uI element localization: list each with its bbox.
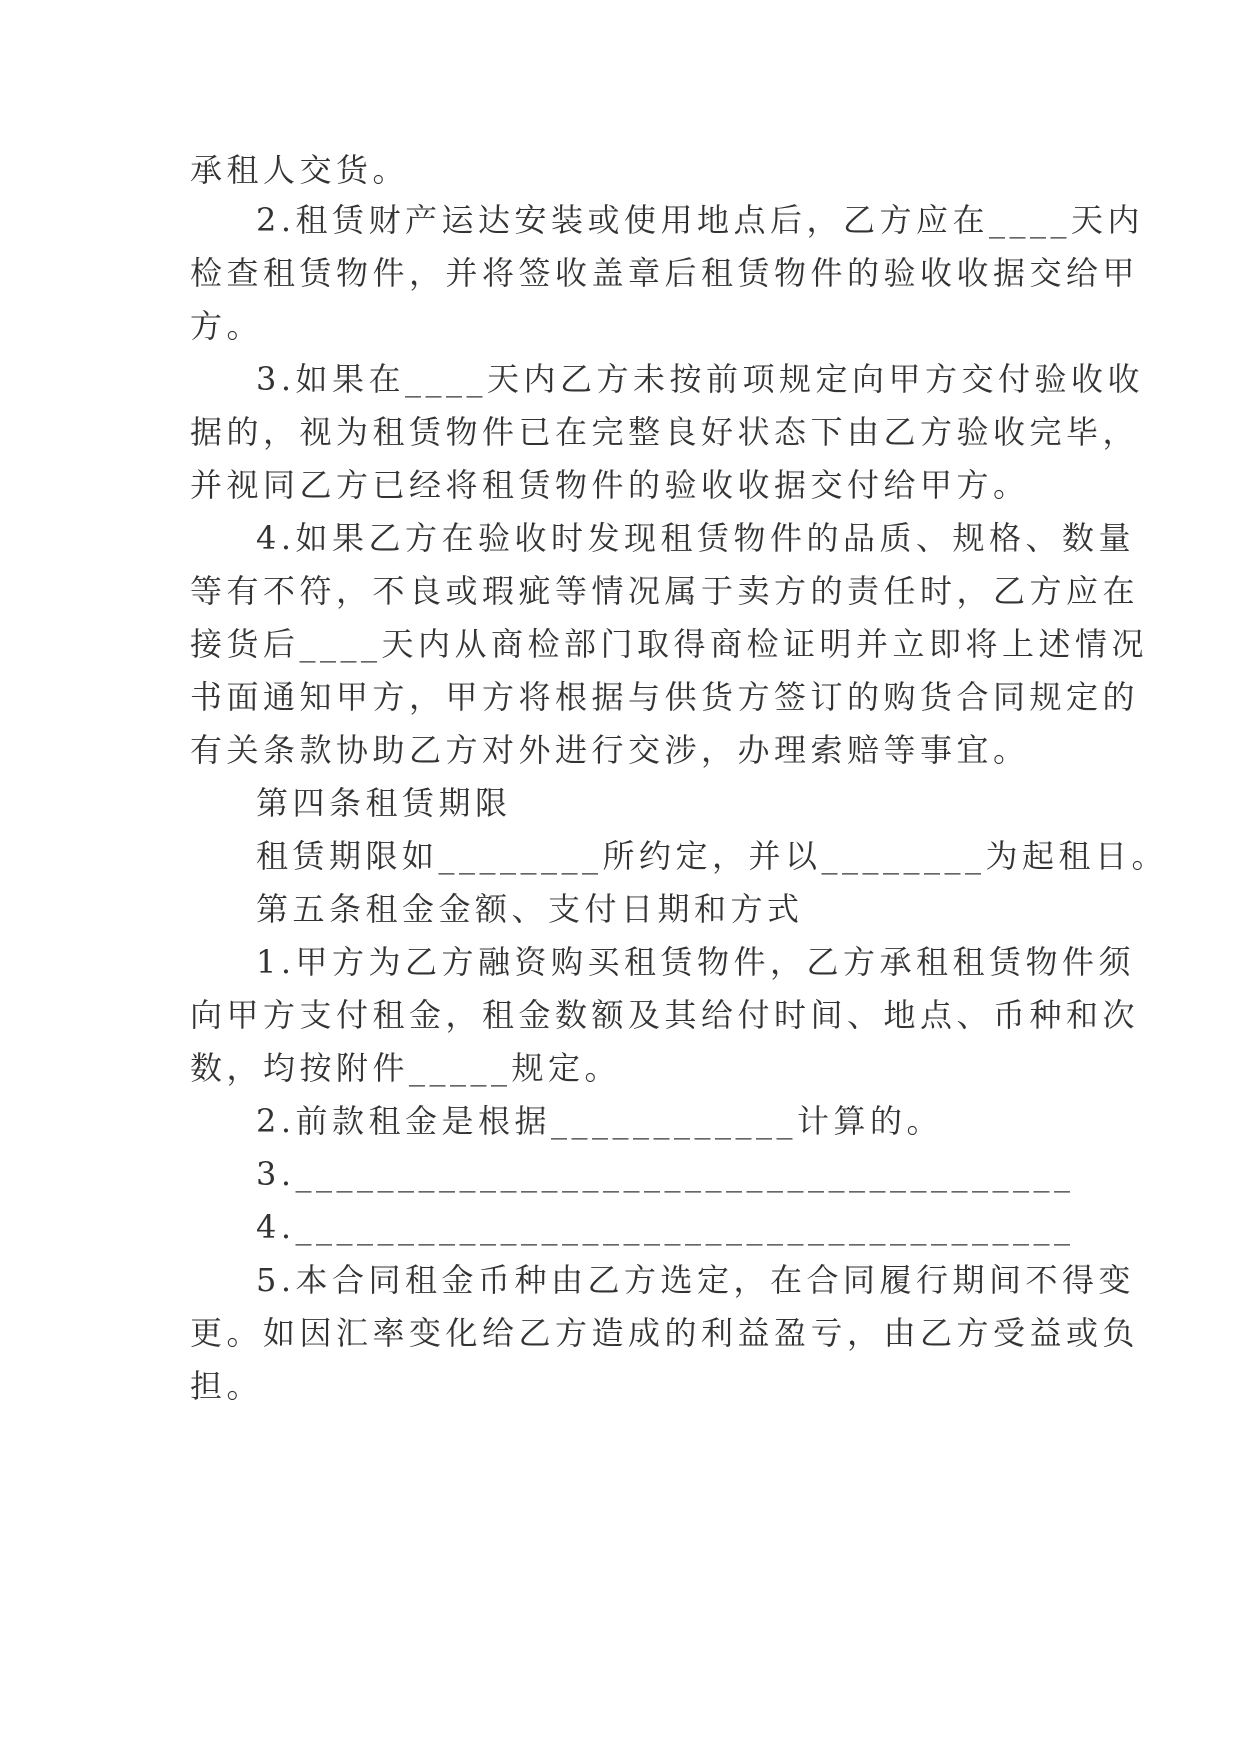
text-line: 4.______________________________________ [256,1208,1075,1246]
text-line: 数，均按附件_____规定。 [190,1049,622,1087]
section-heading: 第五条租金金额、支付日期和方式 [256,890,804,928]
text-line: 4.如果乙方在验收时发现租赁物件的品质、规格、数量 [256,519,1136,557]
text-line: 2.前款租金是根据____________计算的。 [256,1102,944,1140]
text-line: 租赁期限如________所约定，并以________为起租日。 [256,837,1169,875]
text-line: 更。如因汇率变化给乙方造成的利益盈亏，由乙方受益或负 [190,1314,1140,1352]
text-line: 书面通知甲方，甲方将根据与供货方签订的购货合同规定的 [190,678,1140,716]
text-line: 3.如果在____天内乙方未按前项规定向甲方交付验收收 [256,360,1145,398]
text-line: 3.______________________________________ [256,1155,1075,1193]
text-line: 1.甲方为乙方融资购买租赁物件，乙方承租租赁物件须 [256,943,1136,981]
text-line: 接货后____天内从商检部门取得商检证明并立即将上述情况 [190,625,1149,663]
text-line: 据的，视为租赁物件已在完整良好状态下由乙方验收完毕， [190,413,1140,451]
text-line: 承租人交货。 [190,151,410,189]
text-line: 等有不符，不良或瑕疵等情况属于卖方的责任时，乙方应在 [190,572,1140,610]
text-line: 并视同乙方已经将租赁物件的验收收据交付给甲方。 [190,466,1030,504]
text-line: 2.租赁财产运达安装或使用地点后，乙方应在____天内 [256,201,1145,239]
text-line: 担。 [190,1367,264,1405]
text-line: 有关条款协助乙方对外进行交涉，办理索赔等事宜。 [190,731,1030,769]
text-line: 方。 [190,307,264,345]
section-heading: 第四条租赁期限 [256,784,512,822]
text-line: 向甲方支付租金，租金数额及其给付时间、地点、币种和次 [190,996,1140,1034]
text-line: 5.本合同租金币种由乙方选定，在合同履行期间不得变 [256,1261,1136,1299]
text-line: 检查租赁物件，并将签收盖章后租赁物件的验收收据交给甲 [190,254,1140,292]
